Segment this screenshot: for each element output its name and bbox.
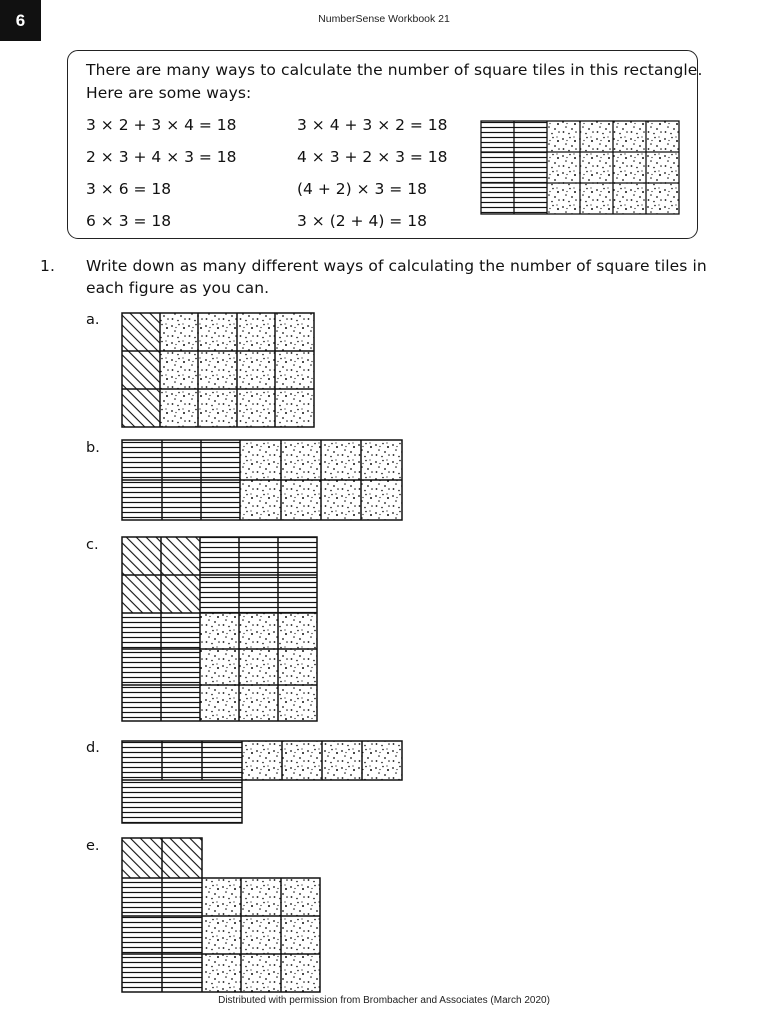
figure-a: [122, 313, 314, 427]
figure-label-b: b.: [86, 440, 100, 456]
intro-line-2: Here are some ways:: [86, 84, 252, 102]
footer-credit: Distributed with permission from Brombacher and Associates (March 2020): [218, 995, 550, 1006]
question-line-2: each figure as you can.: [86, 279, 270, 297]
intro-line-1: There are many ways to calculate the number of square tiles in this rectangle.: [86, 61, 703, 79]
equation: 3 × 6 = 18: [86, 180, 172, 198]
equation: 4 × 3 + 2 × 3 = 18: [297, 148, 448, 166]
equation: 3 × 4 + 3 × 2 = 18: [297, 116, 448, 134]
figure-c: [122, 537, 317, 721]
figure-label-c: c.: [86, 537, 99, 553]
question-line-1: Write down as many different ways of calculating the number of square tiles in: [86, 257, 707, 275]
figure-label-e: e.: [86, 838, 100, 854]
figure-label-a: a.: [86, 312, 100, 328]
equation: 3 × 2 + 3 × 4 = 18: [86, 116, 237, 134]
figure-d: [122, 741, 402, 823]
figure-b: [122, 440, 402, 520]
book-title: NumberSense Workbook 21: [318, 13, 450, 25]
question-number: 1.: [40, 257, 55, 275]
equation: (4 + 2) × 3 = 18: [297, 180, 427, 198]
page-number-tab: 6: [0, 0, 41, 41]
figure-e: [122, 838, 320, 992]
equation: 3 × (2 + 4) = 18: [297, 212, 427, 230]
figure-label-d: d.: [86, 740, 100, 756]
equation: 6 × 3 = 18: [86, 212, 172, 230]
intro-tile-rectangle: [481, 121, 679, 214]
equation: 2 × 3 + 4 × 3 = 18: [86, 148, 237, 166]
